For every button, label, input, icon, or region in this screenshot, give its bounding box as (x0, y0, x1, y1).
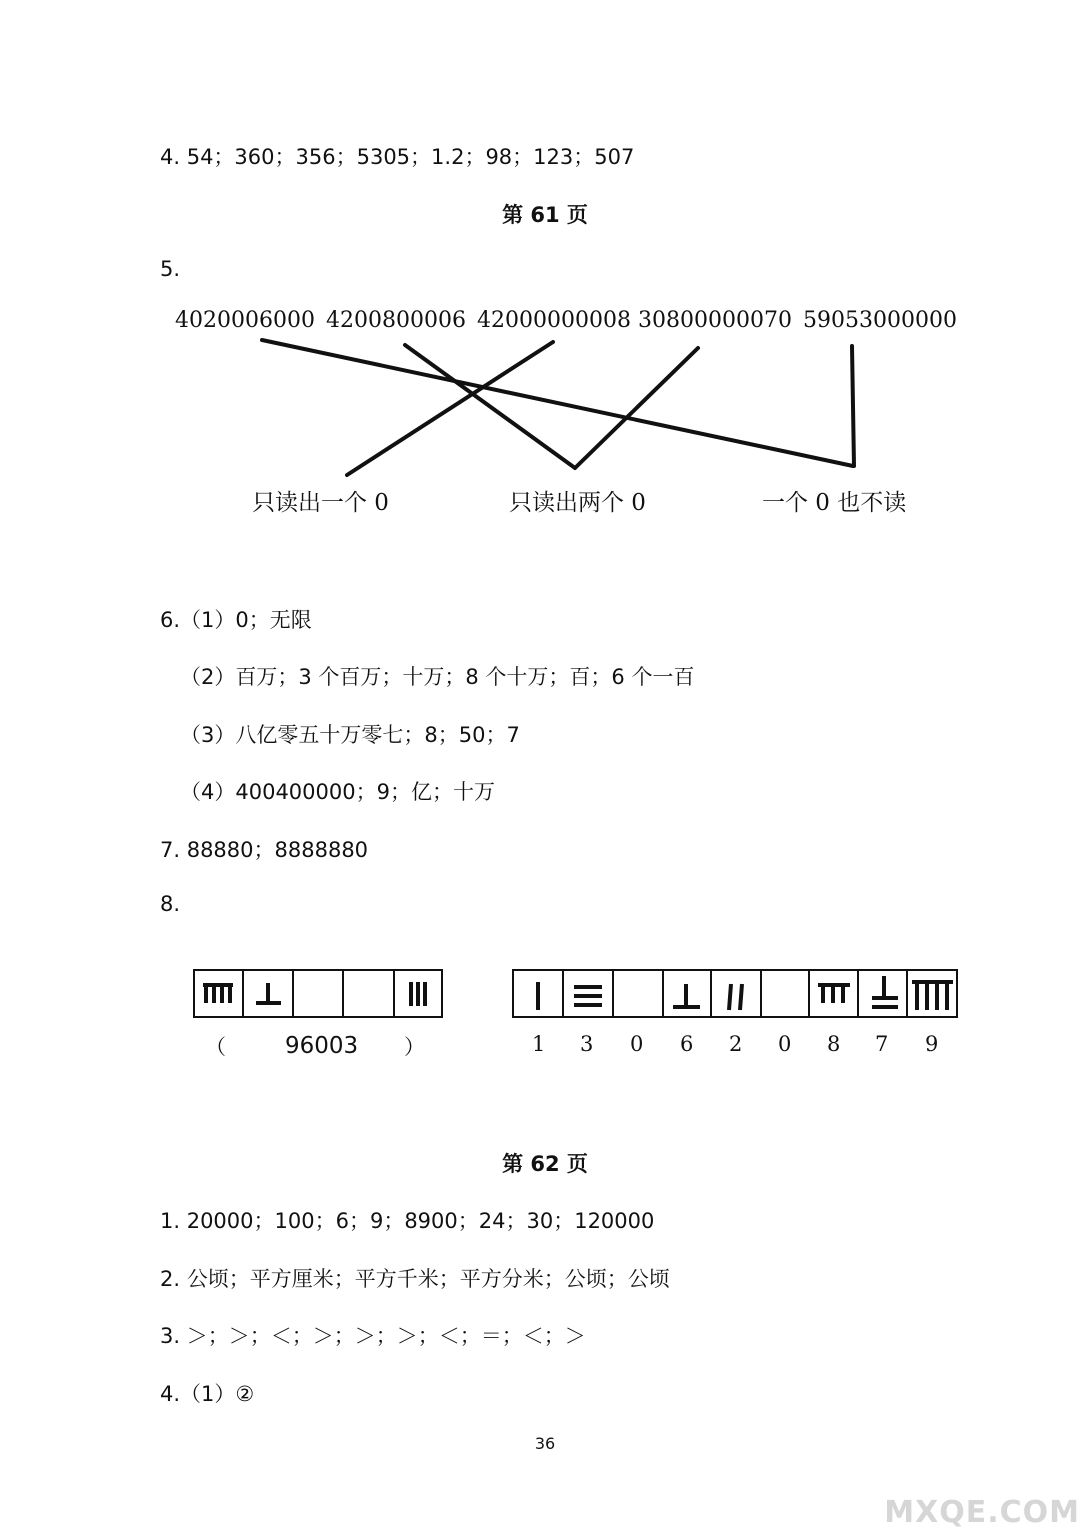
match-line (852, 346, 854, 466)
q7-answer: 7. 88880；8888880 (160, 838, 369, 862)
rod-cell (662, 969, 712, 1018)
page-number: 36 (534, 1434, 556, 1453)
q5-category: 一个 0 也不读 (762, 490, 907, 516)
rod-cell (710, 969, 762, 1018)
rod-digit: 3 (580, 1032, 594, 1056)
match-line (405, 345, 575, 468)
q6-part-2: （2）百万；3 个百万；十万；8 个十万；百；6 个一百 (180, 665, 695, 689)
q8-label: 8. (160, 892, 181, 916)
rod-answer-left: 96003 (285, 1033, 359, 1059)
rod-digit: 0 (630, 1032, 644, 1056)
rod-cell (906, 969, 958, 1018)
watermark-logo: MXQE.COM (884, 1495, 1080, 1530)
match-line (262, 340, 853, 466)
q6-part-1: 6.（1）0；无限 (160, 608, 312, 632)
p62-q4-answer: 4.（1）② (160, 1382, 255, 1406)
match-line (347, 342, 553, 475)
rod-cell (342, 969, 395, 1018)
q5-label: 5. (160, 257, 181, 281)
q5-category: 只读出一个 0 (252, 490, 389, 516)
q5-number: 4200800006 (326, 308, 466, 333)
rod-cell (292, 969, 344, 1018)
p62-q3-answer: 3. ＞；＞；＜；＞；＞；＞；＜；＝；＜；＞ (160, 1324, 586, 1348)
rod-cell (612, 969, 664, 1018)
q5-number: 30800000070 (638, 308, 792, 333)
p62-q2-answer: 2. 公顷；平方厘米；平方千米；平方分米；公顷；公顷 (160, 1267, 670, 1291)
q5-category: 只读出两个 0 (509, 490, 646, 516)
rod-cell (857, 969, 908, 1018)
rod-cell (760, 969, 810, 1018)
rod-cell (193, 969, 244, 1018)
rod-cell (393, 969, 443, 1018)
match-line (575, 348, 698, 468)
rod-cell (562, 969, 614, 1018)
rod-digit: 1 (532, 1032, 546, 1056)
rod-cell (242, 969, 294, 1018)
p62-q1-answer: 1. 20000；100；6；9；8900；24；30；120000 (160, 1209, 655, 1233)
rod-digit: 6 (680, 1032, 694, 1056)
rod-digit: 0 (778, 1032, 792, 1056)
rod-digit: 8 (827, 1032, 841, 1056)
q5-number: 59053000000 (803, 308, 957, 333)
rod-cell (512, 969, 564, 1018)
page61-heading: 第 61 页 (502, 203, 588, 227)
rod-digit: 2 (729, 1032, 743, 1056)
answer-paren-close: ） (404, 1035, 425, 1059)
q5-number: 42000000008 (477, 308, 631, 333)
q6-part-4: （4）400400000；9；亿；十万 (180, 780, 495, 804)
answer-line-4-prev: 4. 54；360；356；5305；1.2；98；123；507 (160, 145, 635, 169)
q6-part-3: （3）八亿零五十万零七；8；50；7 (180, 723, 520, 747)
page62-heading: 第 62 页 (502, 1152, 588, 1176)
answer-paren-open: （ (205, 1035, 226, 1059)
rod-cell (808, 969, 859, 1018)
q5-number: 4020006000 (175, 308, 315, 333)
rod-digit: 7 (875, 1032, 889, 1056)
rod-digit: 9 (925, 1032, 939, 1056)
